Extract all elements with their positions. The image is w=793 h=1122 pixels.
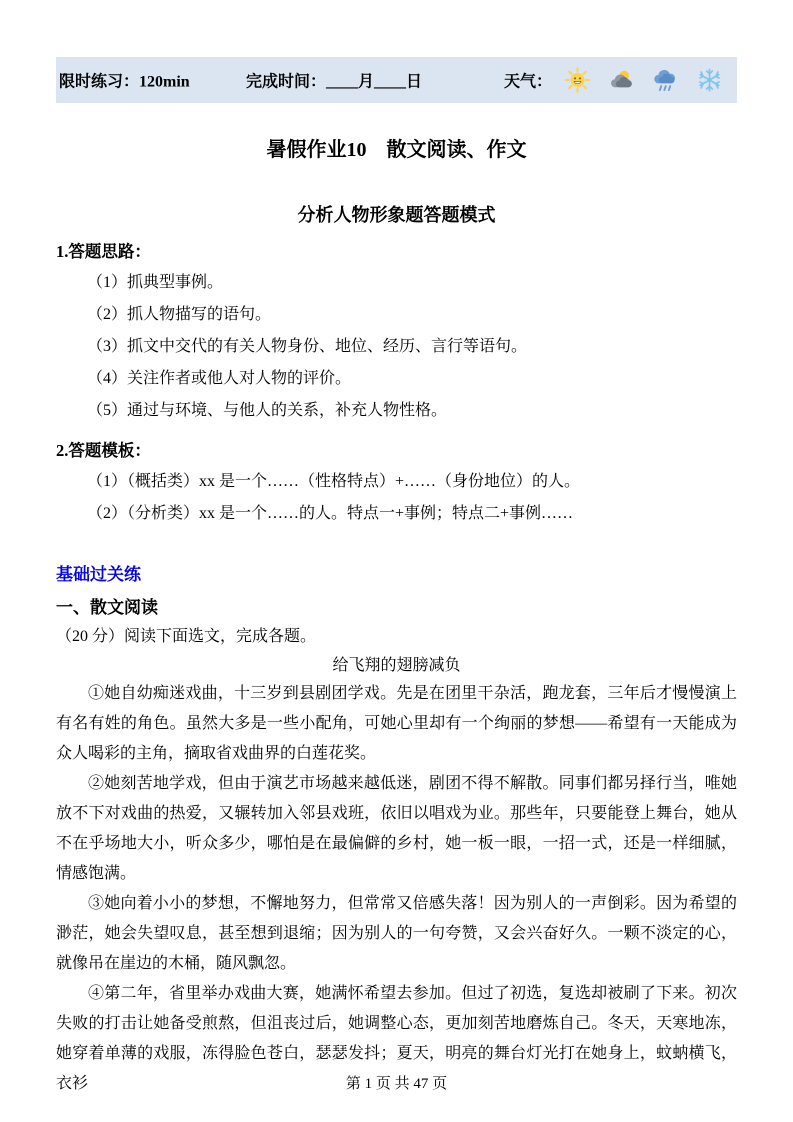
essay-body xyxy=(56,679,737,1099)
completion-time-label: 完成时间：____月____日 xyxy=(246,73,423,91)
time-limit-label: 限时练习：120min xyxy=(59,73,190,91)
answer-template-heading: 2.答题模板： xyxy=(56,441,151,460)
sun-behind-cloud-icon xyxy=(608,67,635,94)
essay-title: 给飞翔的翅膀减负 xyxy=(332,657,461,674)
page-number-footer: 第 1 页 共 47 页 xyxy=(345,1076,448,1092)
essay-paragraph-2: ②她刻苦地学戏，但由于演艺市场越来越低迷，剧团不得不解散。同事们都另择行当，唯她放不下对戏曲的热爱，又辗转加入邻县戏班，依旧以唱戏为业。那些年，只要能登上舞台，她从不在乎场地大小，听众多少，哪怕是在最偏僻的乡村，她一板一眼，一招一式，还是一样细腻，情感饱满。 xyxy=(56,775,737,882)
essay-paragraph-3: ③她向着小小的梦想，不懈地努力，但常常又倍感失落！因为别人的一声倒彩。因为希望的渺茫，她会失望叹息，甚至想到退缩；因为别人的一句夸赞，又会兴奋好久。一颗不淡定的心，就像吊在崖边的木桶，随风飘忽。 xyxy=(56,895,737,972)
section-heading-basic-practice: 基础过关练 xyxy=(56,565,141,584)
weather-label: 天气： xyxy=(504,73,553,91)
list-item: （5）通过与环境、与他人的关系，补充人物性格。 xyxy=(87,402,448,419)
part-heading-prose-reading: 一、散文阅读 xyxy=(56,598,158,617)
weather-icon-row xyxy=(564,67,723,94)
snowflake-icon xyxy=(696,67,723,94)
essay-paragraph-1: ①她自幼痴迷戏曲，十三岁到县剧团学戏。先是在团里干杂活，跑龙套，三年后才慢慢演上有名有姓的角色。虽然大多是一些小配角，可她心里却有一个绚丽的梦想——希望有一天能成为众人喝彩的主角，摘取省戏曲界的白莲花奖。 xyxy=(56,685,737,762)
list-item: （2）（分析类）xx 是一个……的人。特点一+事例；特点二+事例…… xyxy=(87,505,574,522)
page-title: 暑假作业10 散文阅读、作文 xyxy=(266,139,527,161)
list-item: （1）抓典型事例。 xyxy=(87,274,224,291)
list-item: （4）关注作者或他人对人物的评价。 xyxy=(87,370,352,387)
list-item: （1）（概括类）xx 是一个……（性格特点）+……（身份地位）的人。 xyxy=(87,473,581,490)
list-item: （2）抓人物描写的语句。 xyxy=(87,306,272,323)
list-item: （3）抓文中交代的有关人物身份、地位、经历、言行等语句。 xyxy=(87,338,528,355)
sun-with-face-icon xyxy=(564,67,591,94)
answer-guide-heading: 1.答题思路： xyxy=(56,242,151,261)
reading-instruction: （20 分）阅读下面选文，完成各题。 xyxy=(56,628,317,645)
header-bar xyxy=(56,57,737,103)
essay-paragraph-4: ④第二年，省里举办戏曲大赛，她满怀希望去参加。但过了初选，复选却被刷了下来。初次失败的打击让她备受煎熬，但沮丧过后，她调整心态，更加刻苦地磨炼自己。冬天，天寒地冻，她穿着单薄的戏服，冻得脸色苍白，瑟瑟发抖；夏天，明亮的舞台灯光打在她身上，蚊蚋横飞，衣衫 xyxy=(56,985,737,1092)
topic-subtitle: 分析人物形象题答题模式 xyxy=(297,205,496,225)
rain-cloud-icon xyxy=(652,67,679,94)
